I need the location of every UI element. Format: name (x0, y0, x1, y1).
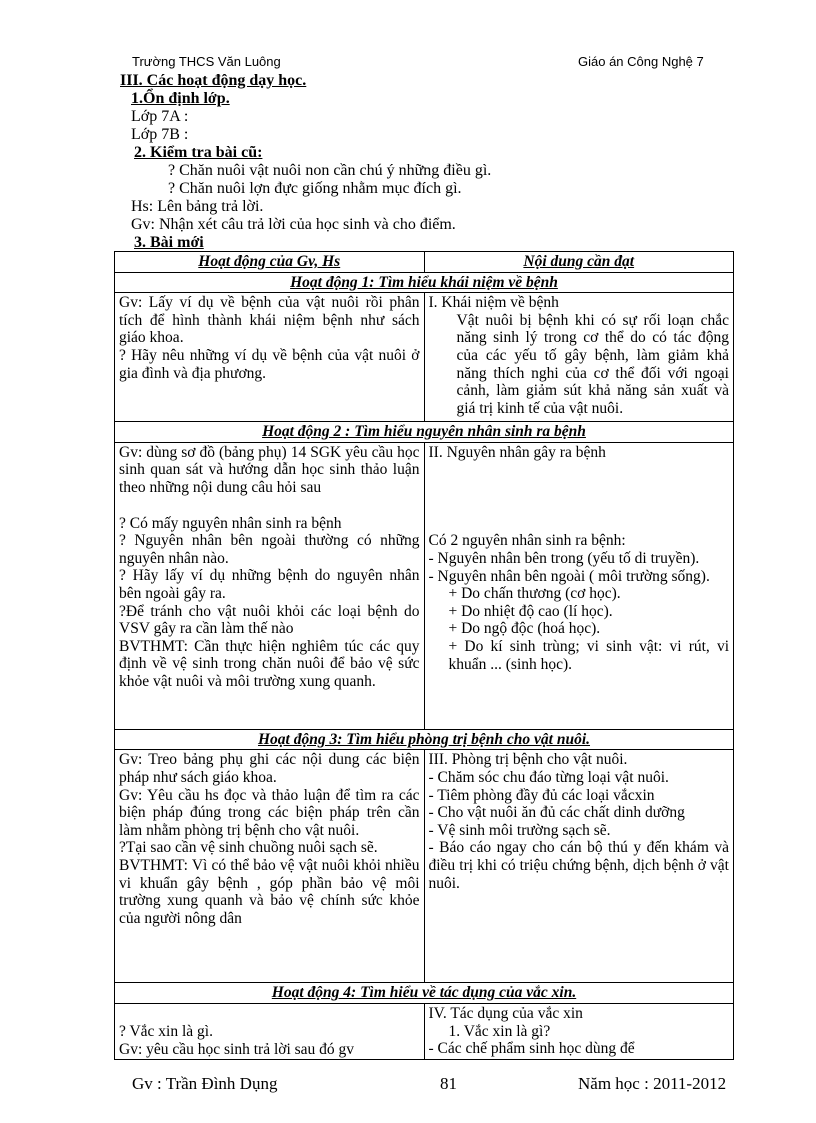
heading-old-lesson: 2. Kiểm tra bài cũ: (134, 144, 263, 161)
footer-school-year: Năm học : 2011-2012 (578, 1074, 727, 1093)
text-line: - Nguyên nhân bên trong (yếu tố di truyền). (428, 549, 700, 567)
text-line: 1. Vắc xin là gì? (448, 1022, 551, 1040)
heading-new-lesson: 3. Bài mới (134, 234, 204, 251)
text-line: ? Có mấy nguyên nhân sinh ra bệnh (119, 514, 342, 532)
footer-page-number: 81 (440, 1074, 457, 1093)
text-line: - Nguyên nhân bên ngoài ( môi trường sống). (428, 567, 710, 585)
text-line: ? Hãy lấy ví dụ những bệnh do nguyên nhân bên ngoài gây ra. (119, 567, 420, 602)
activity-4-title: Hoạt động 4: Tìm hiểu về tác dụng của vắc xin. (115, 983, 734, 1004)
student-action: Hs: Lên bảng trả lời. (131, 198, 264, 215)
activity-3-title: Hoạt động 3: Tìm hiểu phòng trị bệnh cho vật nuôi. (115, 729, 734, 750)
text-line: - Vệ sinh môi trường sạch sẽ. (428, 821, 611, 839)
text-line: ? Vắc xin là gì. (119, 1022, 213, 1040)
text-line: BVTHMT: Cần thực hiện nghiêm túc các quy định về vệ sinh trong chăn nuôi để bảo vệ sức khỏe vật nuôi và môi trường xung quanh. (119, 637, 420, 690)
activity-1-result (424, 293, 734, 422)
activity-2-title: Hoạt động 2 : Tìm hiểu nguyên nhân sinh ra bệnh (115, 422, 734, 443)
activity-1-title: Hoạt động 1: Tìm hiểu khái niệm về bệnh (115, 272, 734, 293)
header-subject: Giáo án Công Nghệ 7 (578, 54, 704, 69)
text-line: Có 2 nguyên nhân sinh ra bệnh: (428, 532, 626, 550)
text-line: Gv: yêu cầu học sinh trả lời sau đó gv (119, 1040, 355, 1058)
section-title: III. Các hoạt động dạy học. (120, 72, 307, 89)
class-7b: Lớp 7B : (131, 126, 189, 143)
text-line: + Do nhiệt độ cao (lí học). (448, 602, 613, 620)
text-line: Vật nuôi bị bệnh khi có sự rối loạn chắc năng sinh lý trong cơ thể do có tác động của các yếu tố gây bệnh, làm giảm khả năng thích nghi của cơ thể đối với ngoại cảnh, làm giảm sút khả năng sản xuất và giá trị kinh tế của vật nuôi. (456, 311, 729, 417)
class-7a: Lớp 7A : (131, 108, 189, 125)
header-activities: Hoạt động của Gv, Hs (115, 252, 425, 273)
text-line: ? Hãy nêu những ví dụ về bệnh của vật nuôi ở gia đình và địa phương. (119, 346, 420, 382)
activity-1-content (115, 293, 734, 422)
activity-4-content (115, 1003, 734, 1059)
question-2: ? Chăn nuôi lợn đực giống nhằm mục đích gì. (168, 180, 462, 197)
activity-2-teacher (115, 442, 425, 729)
activity-2-content (115, 442, 734, 729)
text-line: II. Nguyên nhân gây ra bệnh (428, 443, 606, 461)
activity-1-teacher (115, 293, 425, 422)
text-line: Gv: Yêu cầu hs đọc và thảo luận để tìm ra các biện pháp đúng trong các biện pháp trên cần làm nhằm phòng trị bệnh cho vật nuôi. (119, 786, 420, 839)
activity-3-row (115, 729, 734, 750)
table-header-row (115, 252, 734, 273)
activity-1-row (115, 272, 734, 293)
text-line: - Chăm sóc chu đáo từng loại vật nuôi. (428, 768, 669, 786)
text-line: Gv: Treo bảng phụ ghi các nội dung các biện pháp như sách giáo khoa. (119, 751, 420, 786)
activity-2-result (424, 442, 734, 729)
teacher-action: Gv: Nhận xét câu trả lời của học sinh và cho điểm. (131, 216, 456, 233)
question-1: ? Chăn nuôi vật nuôi non cần chú ý những điều gì. (168, 162, 492, 179)
text-line: ?Tại sao cần vệ sinh chuồng nuôi sạch sẽ. (119, 839, 378, 857)
text-line: I. Khái niệm về bệnh (428, 294, 559, 312)
activity-3-result (424, 750, 734, 983)
text-line: IV. Tác dụng của vắc xin (428, 1004, 583, 1022)
lesson-table (114, 251, 734, 1060)
header-school: Trường THCS Văn Luông (132, 54, 281, 69)
text-line: ?Để tránh cho vật nuôi khỏi các loại bệnh do VSV gây ra cần làm thế nào (119, 602, 420, 638)
heading-class-order: 1.Ổn định lớp. (131, 90, 230, 107)
activity-3-content (115, 750, 734, 983)
text-line: - Báo cáo ngay cho cán bộ thú y đến khám và điều trị khi có triệu chứng bệnh, dịch bệnh ở vật nuôi. (428, 839, 729, 892)
footer-author: Gv : Trần Đình Dụng (132, 1074, 278, 1093)
activity-4-result (424, 1003, 734, 1059)
activity-3-teacher (115, 750, 425, 983)
header-content: Nội dung cần đạt (424, 252, 734, 273)
text-line: Gv: dùng sơ đồ (bảng phụ) 14 SGK yêu cầu học sinh quan sát và hướng dẫn học sinh thảo luận theo những nội dung câu hỏi sau (119, 443, 420, 496)
text-line: ? Nguyên nhân bên ngoài thường có những nguyên nhân nào. (119, 532, 420, 567)
text-line: - Các chế phẩm sinh học dùng để (428, 1040, 635, 1058)
text-line: + Do kí sinh trùng; vi sinh vật: vi rút, vi khuẩn ... (sinh học). (448, 637, 729, 673)
text-line: - Cho vật nuôi ăn đủ các chất dinh dưỡng (428, 804, 685, 822)
activity-4-row (115, 983, 734, 1004)
text-line: Gv: Lấy ví dụ về bệnh của vật nuôi rồi phân tích để hình thành khái niệm bệnh như sách giáo khoa. (119, 294, 420, 347)
text-line: - Tiêm phòng đầy đủ các loại vắcxin (428, 786, 655, 804)
text-line: + Do chấn thương (cơ học). (448, 585, 621, 603)
activity-2-row (115, 422, 734, 443)
text-line: III. Phòng trị bệnh cho vật nuôi. (428, 751, 628, 769)
activity-4-teacher (115, 1003, 425, 1059)
text-line: + Do ngộ độc (hoá học). (448, 620, 601, 638)
text-line: BVTHMT: Vì có thể bảo vệ vật nuôi khỏi nhiều vi khuẩn gây bệnh , góp phần bảo vệ môi trường xung quanh và bảo vệ chính sức khỏe của người nông dân (119, 856, 420, 927)
